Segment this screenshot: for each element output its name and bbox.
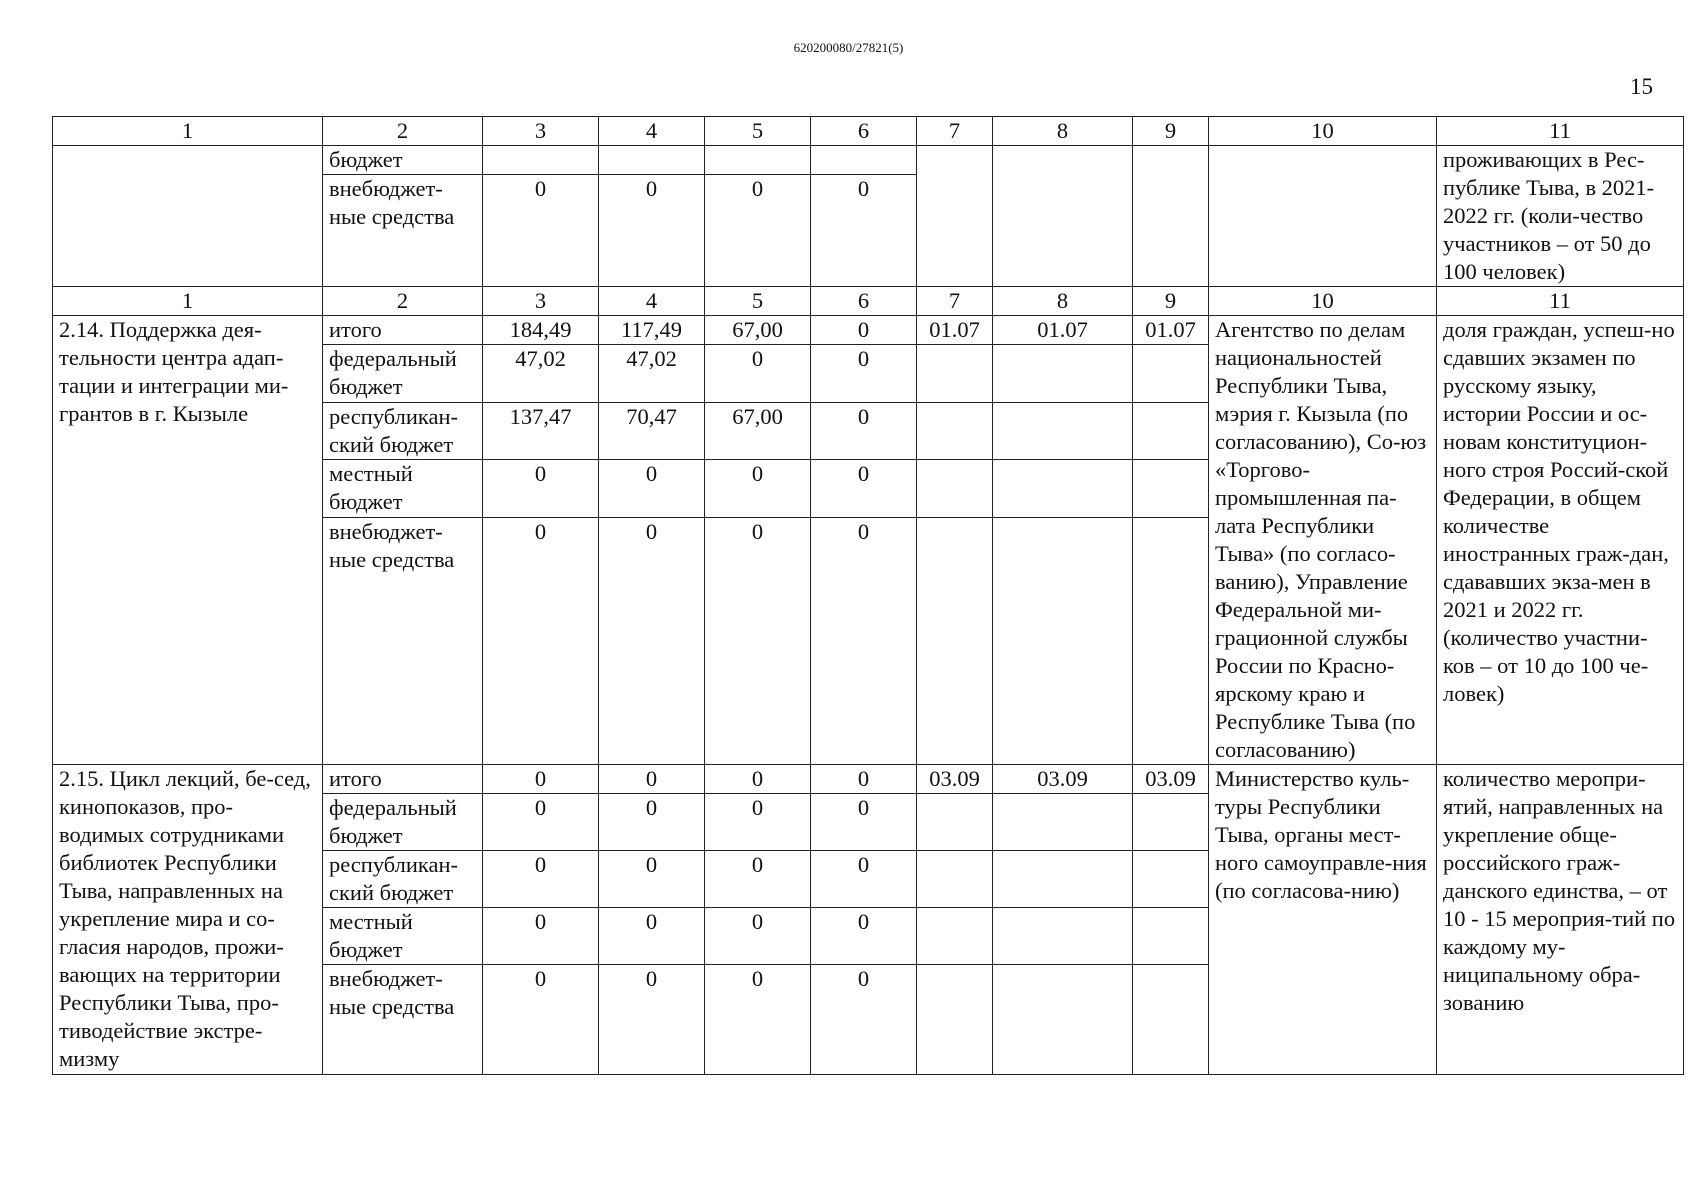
indicator-cell: количество меропри-ятий, направленных на укрепление обще-российского граж-данского единства, – от 10 - 15 мероприя-тий по каждому му-ниципальному обра-зованию <box>1437 765 1684 1075</box>
date-cell <box>917 345 993 403</box>
col-number: 10 <box>1209 287 1437 316</box>
value-cell: 0 <box>483 517 599 764</box>
col-number: 5 <box>705 287 811 316</box>
funding-source: бюджет <box>323 146 483 175</box>
value-cell: 0 <box>599 965 705 1075</box>
value-cell: 0 <box>705 175 811 287</box>
date-cell <box>993 517 1133 764</box>
value-cell: 0 <box>483 965 599 1075</box>
date-cell <box>917 851 993 908</box>
funding-source: итого <box>323 765 483 794</box>
col-number: 4 <box>599 287 705 316</box>
date-cell <box>993 908 1133 965</box>
col-number: 9 <box>1133 287 1209 316</box>
col-number: 2 <box>323 117 483 146</box>
funding-source: федеральный бюджет <box>323 794 483 851</box>
col-number: 8 <box>993 287 1133 316</box>
col-number: 6 <box>811 117 917 146</box>
date-cell <box>917 794 993 851</box>
date-cell: 03.09 <box>917 765 993 794</box>
date-cell <box>1133 851 1209 908</box>
date-cell <box>993 402 1133 460</box>
page-number: 15 <box>1630 74 1653 99</box>
document-id: 620200080/27821(5) <box>793 40 904 55</box>
value-cell: 0 <box>483 851 599 908</box>
value-cell: 0 <box>811 908 917 965</box>
value-cell: 0 <box>483 175 599 287</box>
funding-source: местный бюджет <box>323 460 483 518</box>
indicator-cell: доля граждан, успеш-но сдавших экзамен по русскому языку, истории России и ос-новам конституцион-ного строя Россий-ской Федерации, в общем количестве иностранных граж-дан, сдававших экза-мен в 2021 и 2022 гг. (количество участни-ков – от 10 до 100 че-ловек) <box>1437 316 1684 765</box>
date-cell <box>1133 146 1209 287</box>
value-cell: 0 <box>483 794 599 851</box>
value-cell: 0 <box>811 402 917 460</box>
indicator-cell: проживающих в Рес-публике Тыва, в 2021-2022 гг. (коли-чество участников – от 50 до 100 человек) <box>1437 146 1684 287</box>
funding-source: республикан-ский бюджет <box>323 851 483 908</box>
table-row <box>53 765 1684 794</box>
value-cell <box>705 146 811 175</box>
value-cell: 0 <box>705 460 811 518</box>
col-number: 6 <box>811 287 917 316</box>
date-cell <box>993 851 1133 908</box>
value-cell: 0 <box>811 965 917 1075</box>
funding-source: внебюджет-ные средства <box>323 175 483 287</box>
col-number: 7 <box>917 117 993 146</box>
date-cell: 01.07 <box>1133 316 1209 345</box>
date-cell <box>917 965 993 1075</box>
date-cell: 03.09 <box>1133 765 1209 794</box>
value-cell: 0 <box>705 965 811 1075</box>
date-cell <box>993 794 1133 851</box>
col-number: 3 <box>483 287 599 316</box>
value-cell: 0 <box>811 316 917 345</box>
date-cell <box>917 402 993 460</box>
col-number: 11 <box>1437 117 1684 146</box>
program-table <box>52 116 1684 1075</box>
section-title: 2.14. Поддержка дея-тельности центра адап-тации и интеграции ми-грантов в г. Кызыле <box>53 316 323 765</box>
executor-cell: Агентство по делам национальностей Республики Тыва, мэрия г. Кызыла (по согласованию), Со-юз «Торгово-промышленная па-лата Республики Тыва» (по согласо-ванию), Управление Федеральной ми-грационной службы России по Красно-ярскому краю и Республике Тыва (по согласованию) <box>1209 316 1437 765</box>
value-cell: 0 <box>599 175 705 287</box>
value-cell: 0 <box>599 460 705 518</box>
value-cell: 137,47 <box>483 402 599 460</box>
col-number: 2 <box>323 287 483 316</box>
value-cell: 0 <box>705 908 811 965</box>
value-cell: 47,02 <box>599 345 705 403</box>
funding-source: местный бюджет <box>323 908 483 965</box>
date-cell: 03.09 <box>993 765 1133 794</box>
value-cell <box>811 146 917 175</box>
value-cell <box>483 146 599 175</box>
date-cell <box>1133 460 1209 518</box>
section-title: 2.15. Цикл лекций, бе-сед, кинопоказов, про-водимых сотрудниками библиотек Республики Тыва, направленных на укрепление мира и со-гласия народов, прожи-вающих на территории Республики Тыва, про-тиводействие экстре-мизму <box>53 765 323 1075</box>
date-cell: 01.07 <box>993 316 1133 345</box>
funding-source: республикан-ский бюджет <box>323 402 483 460</box>
col-number: 9 <box>1133 117 1209 146</box>
value-cell: 0 <box>705 345 811 403</box>
col-number: 7 <box>917 287 993 316</box>
col-number: 10 <box>1209 117 1437 146</box>
funding-source: федеральный бюджет <box>323 345 483 403</box>
value-cell: 184,49 <box>483 316 599 345</box>
funding-source: итого <box>323 316 483 345</box>
value-cell: 67,00 <box>705 402 811 460</box>
date-cell <box>993 460 1133 518</box>
executor-cell: Министерство куль-туры Республики Тыва, органы мест-ного самоуправле-ния (по согласова-нию) <box>1209 765 1437 1075</box>
value-cell: 117,49 <box>599 316 705 345</box>
value-cell: 0 <box>811 175 917 287</box>
date-cell <box>1133 965 1209 1075</box>
date-cell <box>917 146 993 287</box>
value-cell: 67,00 <box>705 316 811 345</box>
col-number: 8 <box>993 117 1133 146</box>
date-cell: 01.07 <box>917 316 993 345</box>
value-cell <box>599 146 705 175</box>
value-cell: 0 <box>483 908 599 965</box>
column-number-row <box>53 117 1684 146</box>
value-cell: 0 <box>599 851 705 908</box>
value-cell: 0 <box>811 345 917 403</box>
column-number-row <box>53 287 1684 316</box>
date-cell <box>993 965 1133 1075</box>
value-cell: 0 <box>599 517 705 764</box>
executor-cell <box>1209 146 1437 287</box>
value-cell: 0 <box>483 460 599 518</box>
value-cell: 0 <box>705 765 811 794</box>
date-cell <box>993 345 1133 403</box>
value-cell: 0 <box>705 794 811 851</box>
date-cell <box>917 908 993 965</box>
value-cell: 0 <box>705 517 811 764</box>
value-cell: 0 <box>811 794 917 851</box>
table-row <box>53 146 1684 175</box>
date-cell <box>917 460 993 518</box>
value-cell: 0 <box>811 460 917 518</box>
table-row <box>53 316 1684 345</box>
col-number: 1 <box>53 287 323 316</box>
value-cell: 0 <box>811 851 917 908</box>
value-cell: 0 <box>483 765 599 794</box>
date-cell <box>1133 402 1209 460</box>
value-cell: 0 <box>811 517 917 764</box>
col-number: 11 <box>1437 287 1684 316</box>
value-cell: 0 <box>599 908 705 965</box>
col-number: 3 <box>483 117 599 146</box>
funding-source: внебюджет-ные средства <box>323 965 483 1075</box>
date-cell <box>1133 908 1209 965</box>
value-cell: 70,47 <box>599 402 705 460</box>
date-cell <box>993 146 1133 287</box>
funding-source: внебюджет-ные средства <box>323 517 483 764</box>
date-cell <box>1133 794 1209 851</box>
continuation-title-cell <box>53 146 323 287</box>
col-number: 5 <box>705 117 811 146</box>
col-number: 4 <box>599 117 705 146</box>
value-cell: 0 <box>599 794 705 851</box>
date-cell <box>1133 345 1209 403</box>
value-cell: 47,02 <box>483 345 599 403</box>
date-cell <box>1133 517 1209 764</box>
value-cell: 0 <box>705 851 811 908</box>
col-number: 1 <box>53 117 323 146</box>
value-cell: 0 <box>599 765 705 794</box>
value-cell: 0 <box>811 765 917 794</box>
date-cell <box>917 517 993 764</box>
